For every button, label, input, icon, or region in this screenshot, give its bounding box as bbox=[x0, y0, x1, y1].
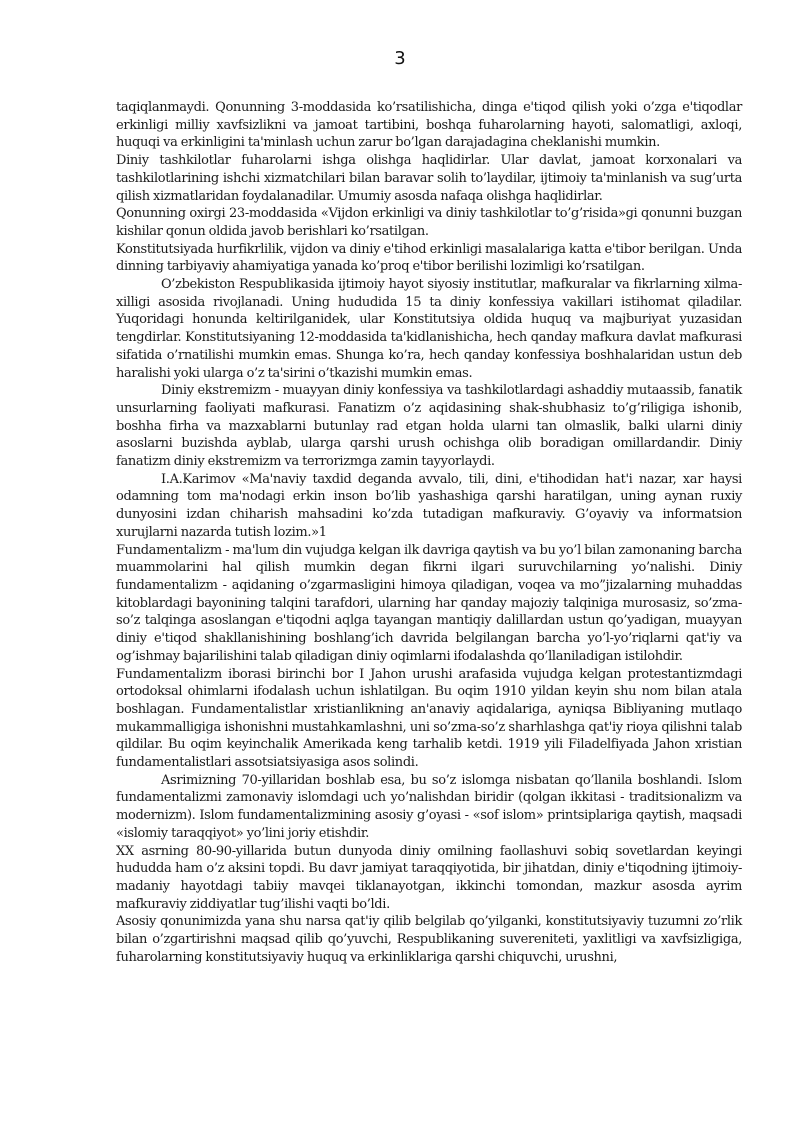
paragraph: Diniy tashkilotlar fuharolarni ishga olishga haqlidirlar. Ular davlat, jamoat korxonalari va tashkilotlarining ishchi xizmatchilari bilan baravar solih to’laydilar, ijtimoiy ta'minlanish va sug’urta qilish xizmatlaridan foydalanadilar. Umumiy asosda nafaqa olishga haqlidirlar. bbox=[116, 153, 742, 204]
paragraph: XX asrning 80-90-yillarida butun dunyoda diniy omilning faollashuvi sobiq sovetlardan keyingi hududda ham o’z aksini topdi. Bu davr jamiyat taraqqiyotida, bir jihatdan, diniy e'tiqodning ijtimoiy-madaniy hayotdagi tabiiy mavqei tiklanayotgan, ikkinchi tomondan, mazkur asosda ayrim mafkuraviy ziddiyatlar tug’ilishi vaqti bo’ldi. bbox=[116, 843, 742, 912]
paragraph: Diniy ekstremizm - muayyan diniy konfessiya va tashkilotlardagi ashaddiy mutaassib, fanatik unsurlarning faoliyati mafkurasi. Fanatizm o’z aqidasining shak-shubhasiz to’g’riligiga ishonib, boshha firha va mazxablarni butunlay rad etgan holda ularni tan olmaslik, balki ularni diniy asoslarni buzishda ayblab, ularga qarshi urush ochishga olib boradigan omillardandir. Diniy fanatizm diniy ekstremizm va terrorizmga zamin tayyorlaydi. bbox=[116, 383, 742, 470]
paragraph: I.A.Karimov «Ma'naviy taxdid deganda avvalo, tili, dini, e'tihodidan hat'i nazar, xar haysi odamning tom ma'nodagi erkin inson bo’lib yashashiga qarshi haratilgan, uning aynan ruxiy dunyosini izdan chiharish mahsadini ko’zda tutadigan mafkuraviy. G’oyaviy va informatsion xurujlarni nazarda tutish lozim.»1 bbox=[116, 471, 742, 540]
paragraph: Fundamentalizm iborasi birinchi bor I Jahon urushi arafasida vujudga kelgan protestantizmdagi ortodoksal ohimlarni ifodalash uchun ishlatilgan. Bu oqim 1910 yildan keyin shu nom bilan atala boshlagan. Fundamentalistlar xristianlikning an'anaviy aqidalariga, ayniqsa Bibliyaning mutlaqo mukammalligiga ishonishni mustahkamlashni, uni so’zma-so’z sharhlashga qat'iy rioya qilishni talab qildilar. Bu oqim keyinchalik Amerikada keng tarhalib ketdi. 1919 yili Filadelfiyada Jahon xristian fundamentalistlari assotsiatsiyasiga asos solindi. bbox=[116, 666, 742, 771]
paragraph: taqiqlanmaydi. Qonunning 3-moddasida ko’rsatilishicha, dinga e'tiqod qilish yoki o’zga e'tiqodlar erkinligi milliy xavfsizlikni va jamoat tartibini, boshqa fuharolarning hayoti, salomatligi, axloqi, huquqi va erkinligini ta'minlash uchun zarur bo’lgan darajadagina cheklanishi mumkin. bbox=[116, 100, 742, 151]
paragraph: Asosiy qonunimizda yana shu narsa qat'iy qilib belgilab qo’yilganki, konstitutsiyaviy tuzumni zo’rlik bilan o’zgartirishni maqsad qilib qo’yuvchi, Respublikaning suvereniteti, yaxlitligi va xavfsizligiga, fuharolarning konstitutsiyaviy huquq va erkinliklariga qarshi chiquvchi, urushni, bbox=[116, 914, 742, 965]
paragraph: Qonunning oxirgi 23-moddasida «Vijdon erkinligi va diniy tashkilotlar to’g’risida»gi qonunni buzgan kishilar qonun oldida javob berishlari ko’rsatilgan. bbox=[116, 206, 742, 239]
paragraph: Konstitutsiyada hurfikrlilik, vijdon va diniy e'tihod erkinligi masalalariga katta e'tibor berilgan. Unda dinning tarbiyaviy ahamiyatiga yanada ko’proq e'tibor berilishi lozimligi ko’rsatilgan. bbox=[116, 241, 742, 275]
paragraph: O’zbekiston Respublikasida ijtimoiy hayot siyosiy institutlar, mafkuralar va fikrlarning xilma-xilligi asosida rivojlanadi. Uning hududida 15 ta diniy konfessiya vakillari istihomat qiladilar. Yuqoridagi honunda keltirilganidek, ular Konstitutsiya oldida huquq va majburiyat yuzasidan tengdirlar. Konstitutsiyaning 12-moddasida ta'kidlanishicha, hech qanday mafkura davlat mafkurasi sifatida o’rnatilishi mumkin emas. Shunga ko’ra, hech qanday konfessiya boshhalaridan ustun deb haralishi yoki ularga o’z ta'sirini o’tkazishi mumkin emas. bbox=[116, 277, 742, 381]
paragraph: Fundamentalizm - ma'lum din vujudga kelgan ilk davriga qaytish va bu yo’l bilan zamonaning barcha muammolarini hal qilish mumkin degan fikrni ilgari suruvchilarning yo’nalishi. Diniy fundamentalizm - aqidaning o’zgarmasligini himoya qiladigan, voqea va mo”jizalarning muhaddas kitoblardagi bayonining talqini tarafdori, ularning har qanday majoziy talqiniga murosasiz, so’zma-so’z talqinga asoslangan e'tiqodni aqlga tayangan mantiqiy dalillardan ustun qo’yadigan, muayyan diniy e'tiqod shakllanishining boshlang’ich davrida belgilangan barcha yo’l-yo’riqlarni qat'iy va og’ishmay bajarilishini talab qiladigan diniy oqimlarni ifodalashda qo’llaniladigan istilohdir. bbox=[116, 542, 742, 664]
page-number: 3 bbox=[394, 48, 406, 69]
paragraph: Asrimizning 70-yillaridan boshlab esa, bu so’z islomga nisbatan qo’llanila boshlandi. Islom fundamentalizmi zamonaviy islomdagi uch yo’nalishdan biridir (qolgan ikkitasi - traditsionalizm va modernizm). Islom fundamentalizmining asosiy g’oyasi - «sof islom» printsiplariga qaytish, maqsadi «islomiy taraqqiyot» yo’lini joriy etishdir. bbox=[116, 772, 742, 841]
document-body bbox=[116, 99, 742, 966]
